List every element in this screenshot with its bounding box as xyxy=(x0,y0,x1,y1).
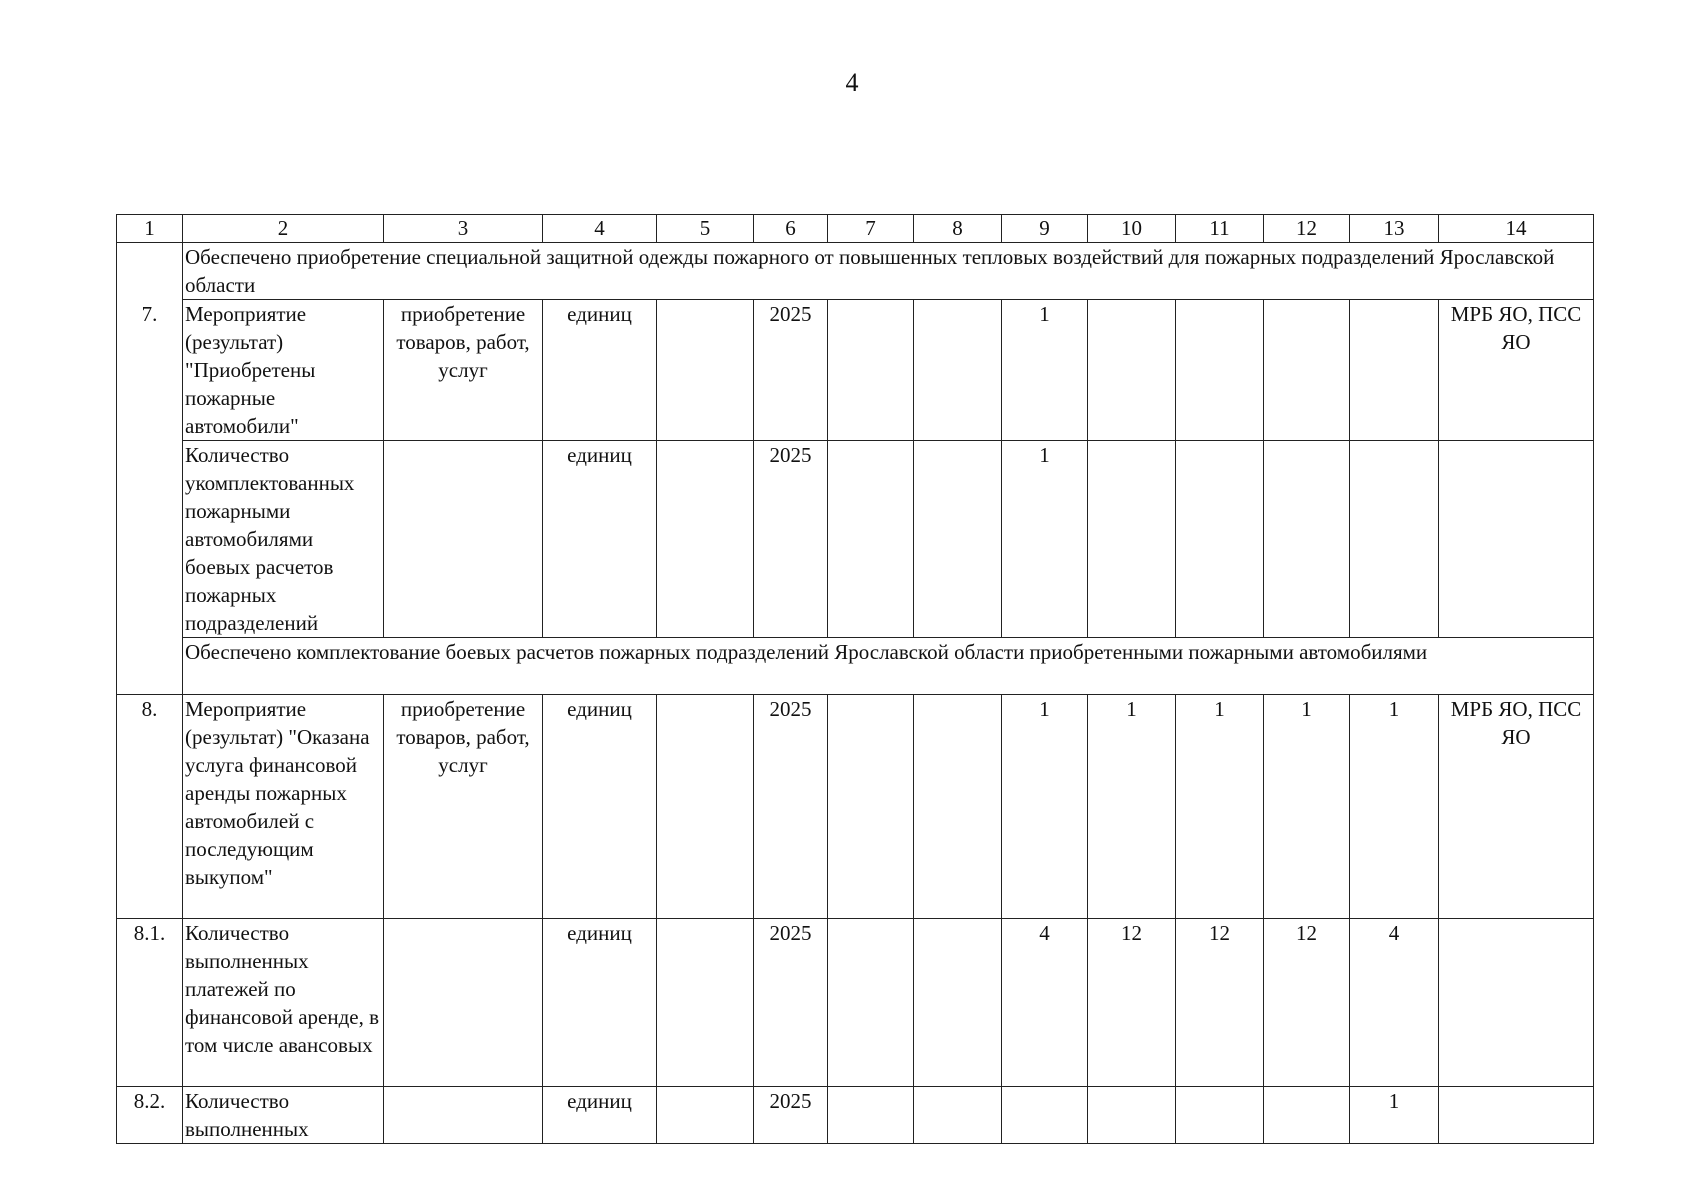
row-unit: единиц xyxy=(543,300,657,441)
column-number: 10 xyxy=(1088,215,1176,243)
row-col-12: 12 xyxy=(1264,919,1350,1087)
column-numbers-row xyxy=(117,215,1594,243)
row-responsible xyxy=(1439,919,1594,1087)
table-row xyxy=(117,441,1594,638)
row-col-8 xyxy=(914,441,1002,638)
row-col-7 xyxy=(828,300,914,441)
row-col-5 xyxy=(657,919,754,1087)
row-type: приобретение товаров, работ, услуг xyxy=(384,695,543,919)
row-responsible: МРБ ЯО, ПСС ЯО xyxy=(1439,695,1594,919)
row-col-8 xyxy=(914,919,1002,1087)
table-row xyxy=(117,1087,1594,1144)
row-number: 8. xyxy=(117,695,183,919)
row-col-10: 12 xyxy=(1088,919,1176,1087)
row-responsible xyxy=(1439,1087,1594,1144)
row-col-10 xyxy=(1088,300,1176,441)
section-number-cell xyxy=(117,243,183,300)
column-number: 9 xyxy=(1002,215,1088,243)
row-col-11: 12 xyxy=(1176,919,1264,1087)
column-number: 7 xyxy=(828,215,914,243)
row-type xyxy=(384,919,543,1087)
row-col-10: 1 xyxy=(1088,695,1176,919)
row-number: 8.1. xyxy=(117,919,183,1087)
row-col-8 xyxy=(914,695,1002,919)
row-col-7 xyxy=(828,695,914,919)
row-unit: единиц xyxy=(543,695,657,919)
row-year: 2025 xyxy=(754,919,828,1087)
row-col-7 xyxy=(828,919,914,1087)
row-responsible xyxy=(1439,441,1594,638)
column-number: 5 xyxy=(657,215,754,243)
row-number xyxy=(117,441,183,638)
column-number: 3 xyxy=(384,215,543,243)
column-number: 13 xyxy=(1350,215,1439,243)
section-row xyxy=(117,638,1594,695)
row-col-13 xyxy=(1350,300,1439,441)
row-col-12 xyxy=(1264,300,1350,441)
row-col-8 xyxy=(914,300,1002,441)
row-col-9: 1 xyxy=(1002,300,1088,441)
section-title: Обеспечено комплектование боевых расчетов пожарных подразделений Ярославской области приобретенными пожарными автомобилями xyxy=(183,638,1594,695)
table-row xyxy=(117,300,1594,441)
row-name: Мероприятие (результат) "Оказана услуга финансовой аренды пожарных автомобилей с последующим выкупом" xyxy=(183,695,384,919)
row-name: Количество укомплектованных пожарными автомобилями боевых расчетов пожарных подразделений xyxy=(183,441,384,638)
row-year: 2025 xyxy=(754,441,828,638)
row-col-5 xyxy=(657,1087,754,1144)
row-name: Количество выполненных xyxy=(183,1087,384,1144)
row-col-13: 4 xyxy=(1350,919,1439,1087)
column-number: 11 xyxy=(1176,215,1264,243)
section-title: Обеспечено приобретение специальной защитной одежды пожарного от повышенных тепловых воздействий для пожарных подразделений Ярославской области xyxy=(183,243,1594,300)
row-col-13: 1 xyxy=(1350,695,1439,919)
table-row xyxy=(117,695,1594,919)
row-name: Количество выполненных платежей по финансовой аренде, в том числе авансовых xyxy=(183,919,384,1087)
row-col-7 xyxy=(828,441,914,638)
row-col-13 xyxy=(1350,441,1439,638)
section-row xyxy=(117,243,1594,300)
row-col-8 xyxy=(914,1087,1002,1144)
row-year: 2025 xyxy=(754,1087,828,1144)
row-year: 2025 xyxy=(754,300,828,441)
row-year: 2025 xyxy=(754,695,828,919)
row-col-7 xyxy=(828,1087,914,1144)
row-col-5 xyxy=(657,695,754,919)
page-number: 4 xyxy=(845,68,859,97)
row-type xyxy=(384,1087,543,1144)
row-col-11 xyxy=(1176,300,1264,441)
row-col-11 xyxy=(1176,441,1264,638)
row-col-9: 1 xyxy=(1002,441,1088,638)
column-number: 14 xyxy=(1439,215,1594,243)
section-number-cell xyxy=(117,638,183,695)
row-unit: единиц xyxy=(543,919,657,1087)
row-type xyxy=(384,441,543,638)
row-col-11 xyxy=(1176,1087,1264,1144)
row-responsible: МРБ ЯО, ПСС ЯО xyxy=(1439,300,1594,441)
column-number: 8 xyxy=(914,215,1002,243)
row-col-11: 1 xyxy=(1176,695,1264,919)
row-type: приобретение товаров, работ, услуг xyxy=(384,300,543,441)
row-col-12 xyxy=(1264,441,1350,638)
row-number: 8.2. xyxy=(117,1087,183,1144)
row-col-9: 1 xyxy=(1002,695,1088,919)
row-unit: единиц xyxy=(543,1087,657,1144)
indicators-table xyxy=(116,214,1594,1144)
row-name: Мероприятие (результат) "Приобретены пожарные автомобили" xyxy=(183,300,384,441)
row-col-9: 4 xyxy=(1002,919,1088,1087)
row-col-10 xyxy=(1088,1087,1176,1144)
column-number: 1 xyxy=(117,215,183,243)
row-col-5 xyxy=(657,300,754,441)
row-col-10 xyxy=(1088,441,1176,638)
column-number: 6 xyxy=(754,215,828,243)
column-number: 12 xyxy=(1264,215,1350,243)
row-col-12 xyxy=(1264,1087,1350,1144)
row-col-12: 1 xyxy=(1264,695,1350,919)
row-number: 7. xyxy=(117,300,183,441)
row-col-13: 1 xyxy=(1350,1087,1439,1144)
row-col-5 xyxy=(657,441,754,638)
row-unit: единиц xyxy=(543,441,657,638)
column-number: 4 xyxy=(543,215,657,243)
table-row xyxy=(117,919,1594,1087)
column-number: 2 xyxy=(183,215,384,243)
row-col-9 xyxy=(1002,1087,1088,1144)
